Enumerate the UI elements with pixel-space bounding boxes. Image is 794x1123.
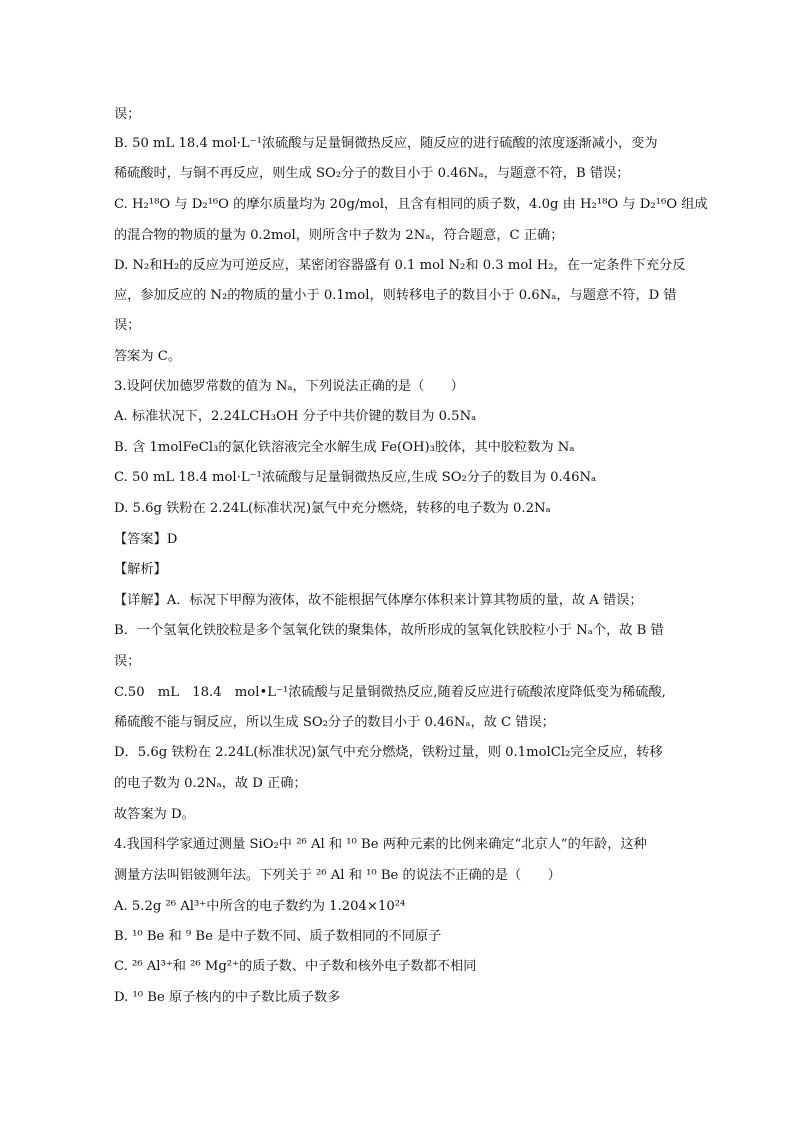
option-b: B. 含 1molFeCl₃的氯化铁溶液完全水解生成 Fe(OH)₃胶体，其中胶粒数为 Nₐ (114, 440, 575, 455)
option-d: D. 5.6g 铁粉在 2.24L(标准状况)氯气中充分燃烧，转移的电子数为 0.2Nₐ (114, 501, 551, 516)
text-line: 故答案为 D。 (114, 807, 195, 822)
text-line: B. 50 mL 18.4 mol·L⁻¹浓硫酸与足量铜微热反应，随反应的进行硫酸的浓度逐渐减小，变为 (114, 136, 658, 151)
text-line: 测量方法叫铝铍测年法。下列关于 ²⁶ Al 和 ¹⁰ Be 的说法不正确的是（ ） (114, 868, 561, 883)
text-line: 误； (114, 654, 141, 669)
text-line: 稀硫酸不能与铜反应，所以生成 SO₂分子的数目小于 0.46Nₐ，故 C 错误； (114, 715, 555, 730)
text-line: C.50 mL 18.4 mol•L⁻¹浓硫酸与足量铜微热反应,随着反应进行硫酸浓度降低变为稀硫酸, (114, 685, 666, 700)
option-b: B. ¹⁰ Be 和 ⁹ Be 是中子数不同、质子数相同的不同原子 (114, 929, 442, 944)
text-line: 误； (114, 318, 141, 333)
text-line: D. N₂和H₂的反应为可逆反应，某密闭容器盛有 0.1 mol N₂和 0.3 mol H₂，在一定条件下充分反 (114, 258, 686, 273)
analysis-label: 【解析】 (114, 562, 167, 577)
text-line: 误； (114, 107, 141, 122)
option-c: C. ²⁶ Al³⁺和 ²⁶ Mg²⁺的质子数、中子数和核外电子数都不相同 (114, 959, 477, 974)
text-line: 答案为 C。 (114, 349, 182, 364)
text-line: 的混合物的物质的量为 0.2mol，则所含中子数为 2Nₐ，符合题意，C 正确； (114, 228, 564, 243)
text-line: 应，参加反应的 N₂的物质的量小于 0.1mol，则转移电子的数目小于 0.6Nₐ，与题意不符，D 错 (114, 288, 677, 303)
text-line: 【详解】A．标况下甲醇为液体，故不能根据气体摩尔体积来计算其物质的量，故 A 错误； (114, 593, 643, 608)
option-c: C. 50 mL 18.4 mol·L⁻¹浓硫酸与足量铜微热反应,生成 SO₂分子的数目为 0.46Nₐ (114, 470, 597, 485)
text-line: 的电子数为 0.2Nₐ，故 D 正确； (114, 776, 307, 791)
text-line: C. H₂¹⁸O 与 D₂¹⁶O 的摩尔质量均为 20g/mol，且含有相同的质子数，4.0g 由 H₂¹⁸O 与 D₂¹⁶O 组成 (114, 197, 708, 212)
text-line: D．5.6g 铁粉在 2.24L(标准状况)氯气中充分燃烧，铁粉过量，则 0.1molCl₂完全反应，转移 (114, 745, 663, 760)
text-line: 稀硫酸时，与铜不再反应，则生成 SO₂分子的数目小于 0.46Nₐ，与题意不符，B 错误； (114, 166, 630, 181)
option-d: D. ¹⁰ Be 原子核内的中子数比质子数多 (114, 990, 341, 1005)
question-title: 4.我国科学家通过测量 SiO₂中 ²⁶ Al 和 ¹⁰ Be 两种元素的比例来确定“北京人”的年龄，这种 (114, 837, 647, 852)
answer-label: 【答案】D (114, 532, 178, 547)
option-a: A. 标准状况下，2.24LCH₃OH 分子中共价键的数目为 0.5Nₐ (114, 409, 477, 424)
option-a: A. 5.2g ²⁶ Al³⁺中所含的电子数约为 1.204×10²⁴ (114, 899, 406, 914)
question-title: 3.设阿伏加德罗常数的值为 Nₐ，下列说法正确的是（ ） (114, 379, 464, 394)
text-line: B．一个氢氧化铁胶粒是多个氢氧化铁的聚集体，故所形成的氢氧化铁胶粒小于 Nₐ个，故 B 错 (114, 623, 664, 638)
